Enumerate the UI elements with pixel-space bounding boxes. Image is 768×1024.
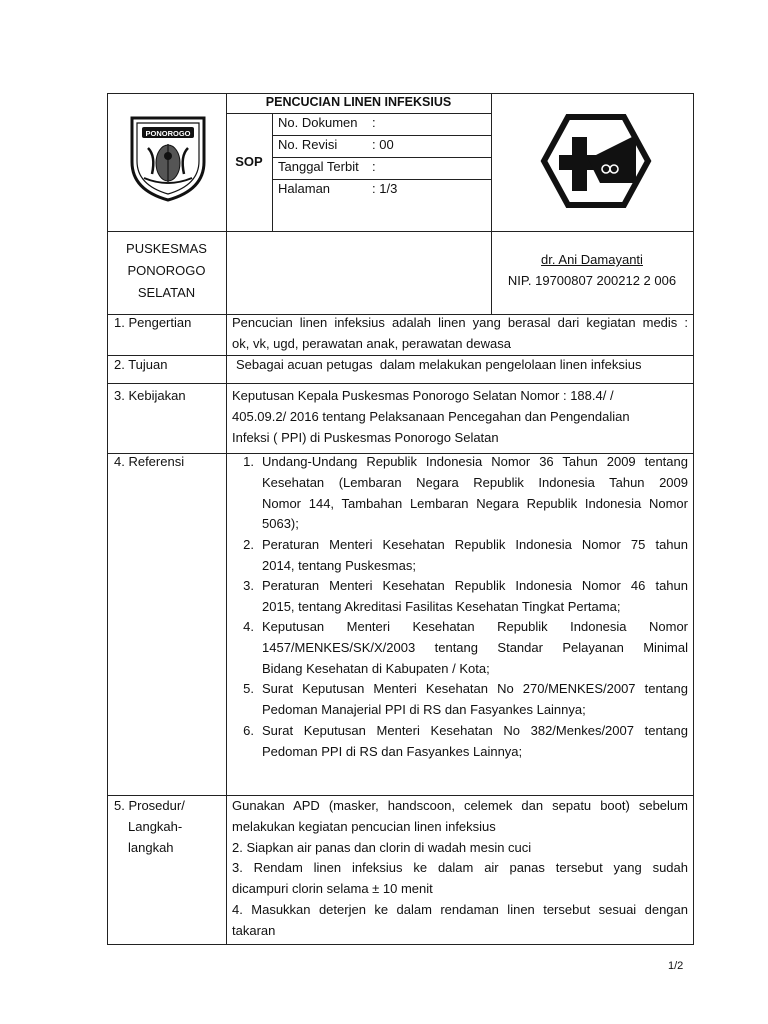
field-value-tanggal-terbit: : <box>372 159 376 174</box>
reference-line: 2015, tentang Akreditasi Fasilitas Kesehatan Tingkat Pertama; <box>262 598 621 614</box>
section-label-pengertian: 1. Pengertian <box>114 315 192 330</box>
section-content-kebijakan <box>232 386 672 448</box>
page-number: 1/2 <box>668 960 684 972</box>
content-line: takaran <box>232 922 276 938</box>
reference-number: 4. <box>243 619 254 634</box>
field-label-tanggal-terbit: Tanggal Terbit <box>278 159 359 174</box>
reference-line: 2014, tentang Puskesmas; <box>262 557 416 573</box>
section-content-prosedur <box>232 796 688 942</box>
content-line: 405.09.2/ 2016 tentang Pelaksanaan Pencegahan dan Pengendalian <box>232 408 630 424</box>
reference-number: 5. <box>243 681 254 696</box>
section-content-tujuan: Sebagai acuan petugas dalam melakukan pengelolaan linen infeksius <box>236 357 642 372</box>
content-line: 2. Siapkan air panas dan clorin di wadah mesin cuci <box>232 839 532 855</box>
row-divider <box>107 383 694 384</box>
reference-number: 2. <box>243 537 254 552</box>
reference-item <box>232 617 688 680</box>
section-content-pengertian <box>232 313 688 355</box>
field-value-halaman: : 1/3 <box>372 181 398 196</box>
content-line: Infeksi ( PPI) di Puskesmas Ponorogo Selatan <box>232 429 499 445</box>
content-line: Keputusan Kepala Puskesmas Ponorogo Selatan Nomor : 188.4/ / <box>232 388 614 403</box>
reference-item <box>232 535 688 577</box>
reference-line: Undang-Undang Republik Indonesia Nomor 36 Tahun 2009 tentang <box>262 454 688 469</box>
content-line: ok, vk, ugd, perawatan anak, perawatan dewasa <box>232 335 511 351</box>
signer-name-text: dr. Ani Damayanti <box>541 252 643 267</box>
field-label-no-dokumen: No. Dokumen <box>278 115 358 130</box>
section-label-prosedur-line: langkah <box>128 840 174 855</box>
column-divider <box>226 93 227 945</box>
reference-line: Surat Keputusan Menteri Kesehatan No 270/MENKES/2007 tentang <box>262 681 688 696</box>
content-line: 4. Masukkan deterjen ke dalam rendaman linen tersebut sesuai dengan <box>232 901 688 917</box>
section-label-referensi: 4. Referensi <box>114 454 185 469</box>
table-right-border <box>693 93 694 945</box>
org-name-line: PUSKESMAS <box>126 241 207 256</box>
table-left-border <box>107 93 108 945</box>
reference-item <box>232 576 688 618</box>
org-name-line: SELATAN <box>137 285 196 300</box>
sop-label: SOP <box>235 154 263 169</box>
content-line: Gunakan APD (masker, handscoon, celemek dan sepatu boot) sebelum <box>232 798 688 813</box>
field-label-halaman: Halaman <box>278 181 331 196</box>
reference-item <box>232 679 688 721</box>
table-bottom-border <box>107 944 694 945</box>
content-line: dicampuri clorin selama ± 10 menit <box>232 881 433 897</box>
reference-line: Pedoman PPI di RS dan Fasyankes Lainnya; <box>262 743 523 759</box>
reference-line: Pedoman Manajerial PPI di RS dan Fasyankes Lainnya; <box>262 701 586 717</box>
content-line: Pencucian linen infeksius adalah linen yang berasal dari kegiatan medis : <box>232 315 688 330</box>
reference-line: Peraturan Menteri Kesehatan Republik Indonesia Nomor 46 tahun <box>262 578 688 593</box>
reference-line: Nomor 144, Tambahan Lembaran Negara Republik Indonesia Nomor <box>262 495 688 511</box>
reference-number: 6. <box>243 723 254 738</box>
reference-line: Surat Keputusan Menteri Kesehatan No 382/Menkes/2007 tentang <box>262 723 688 738</box>
reference-line: 5063); <box>262 516 299 532</box>
reference-line: 1457/MENKES/SK/X/2003 tentang Standar Pelayanan Minimal <box>262 639 688 655</box>
section-label-prosedur-line: Langkah- <box>128 819 183 834</box>
reference-line: Bidang Kesehatan di Kabupaten / Kota; <box>262 660 490 676</box>
field-value-no-dokumen: : <box>372 115 376 130</box>
crest-banner-text: PONOROGO <box>145 129 191 138</box>
sop-column-divider <box>272 113 273 231</box>
ponorogo-crest-logo <box>126 108 210 204</box>
section-label-tujuan: 2. Tujuan <box>114 357 168 372</box>
reference-line: Peraturan Menteri Kesehatan Republik Indonesia Nomor 75 tahun <box>262 537 688 552</box>
org-name-line: PONOROGO <box>127 263 206 278</box>
reference-item <box>232 721 688 763</box>
content-line: melakukan kegiatan pencucian linen infeksius <box>232 818 496 834</box>
reference-item <box>232 452 688 536</box>
title-bottom-border <box>226 113 491 114</box>
reference-line: Kesehatan (Lembaran Negara Republik Indonesia Tahun 2009 <box>262 474 688 490</box>
header-bottom-border <box>107 231 694 232</box>
reference-number: 1. <box>243 454 254 469</box>
signer-name <box>491 250 693 270</box>
puskesmas-logo <box>540 113 652 209</box>
reference-number: 3. <box>243 578 254 593</box>
field-label-no-revisi: No. Revisi <box>278 137 338 152</box>
section-label-kebijakan: 3. Kebijakan <box>114 388 186 403</box>
reference-line: Keputusan Menteri Kesehatan Republik Indonesia Nomor <box>262 619 688 634</box>
content-line: 3. Rendam linen infeksius ke dalam air panas tersebut yang sudah <box>232 860 688 876</box>
signer-nip: NIP. 19700807 200212 2 006 <box>507 273 677 288</box>
section-label-prosedur: 5. Prosedur/ <box>114 798 185 813</box>
document-title: PENCUCIAN LINEN INFEKSIUS <box>265 95 452 109</box>
field-value-no-revisi: : 00 <box>372 137 394 152</box>
